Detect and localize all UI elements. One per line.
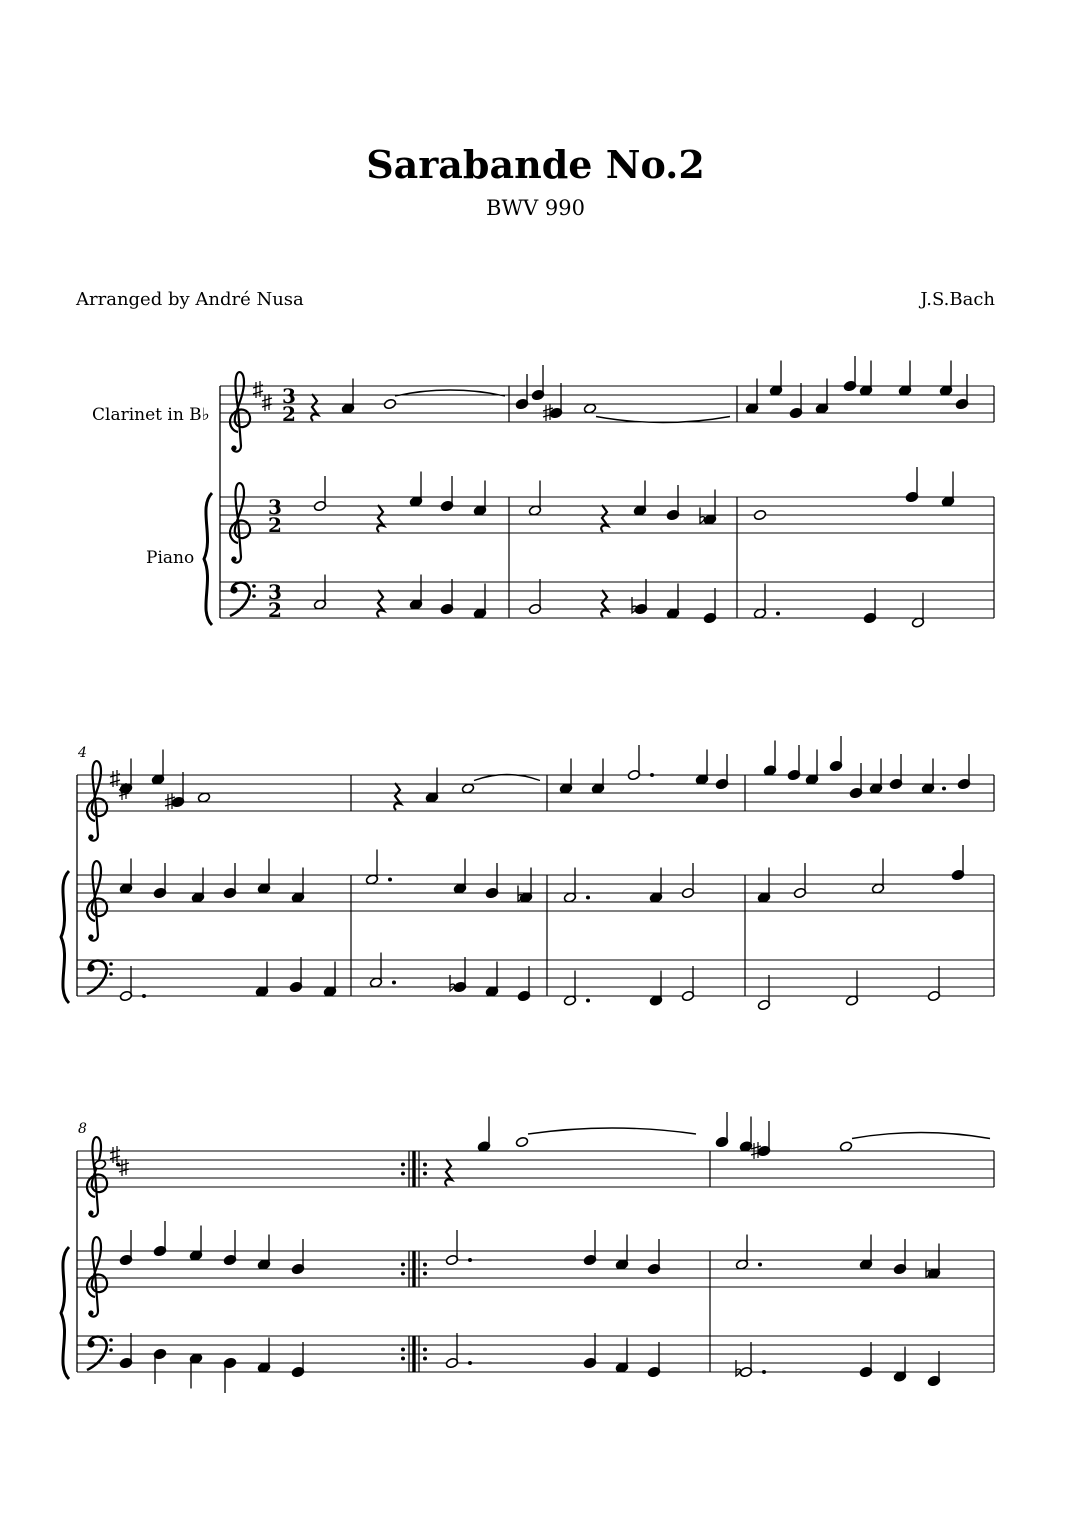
repeat-dot — [423, 1348, 427, 1352]
repeat-dot — [401, 1172, 405, 1176]
augmentation-dot — [392, 981, 396, 985]
quarter-rest — [445, 1159, 452, 1186]
note-head — [583, 403, 596, 414]
augmentation-dot — [942, 787, 946, 791]
treble-clef — [87, 761, 107, 841]
repeat-dot — [401, 1272, 405, 1276]
tie — [528, 1128, 696, 1134]
augmentation-dot — [468, 1258, 472, 1262]
piano-brace — [61, 871, 69, 1003]
treble-clef — [230, 483, 250, 563]
note-head — [515, 1136, 528, 1147]
note-head — [753, 509, 766, 520]
piano-brace — [61, 1247, 69, 1379]
time-signature-top: 3 — [268, 495, 282, 519]
repeat-dot — [423, 1272, 427, 1276]
time-signature-top: 3 — [268, 580, 282, 604]
quarter-rest — [394, 783, 401, 810]
repeat-dot — [401, 1348, 405, 1352]
repeat-dot — [423, 1172, 427, 1176]
treble-clef — [230, 372, 250, 452]
quarter-rest — [377, 505, 384, 532]
tie — [852, 1133, 990, 1139]
treble-clef — [87, 1137, 107, 1217]
measure-number: 8 — [78, 1121, 87, 1137]
augmentation-dot — [650, 773, 654, 777]
quarter-rest — [311, 394, 318, 421]
augmentation-dot — [762, 1370, 766, 1374]
bass-clef — [230, 583, 256, 616]
repeat-dot — [401, 1357, 405, 1361]
piece-title: Sarabande No.2 — [366, 142, 705, 187]
note-head — [839, 1141, 852, 1152]
augmentation-dot — [468, 1361, 472, 1365]
quarter-rest — [601, 505, 608, 532]
treble-clef — [87, 861, 107, 941]
time-signature-top: 3 — [282, 384, 296, 408]
piano-brace — [204, 493, 212, 625]
note-head — [197, 792, 210, 803]
augmentation-dot — [586, 896, 590, 900]
augmentation-dot — [586, 999, 590, 1003]
time-signature-bottom: 2 — [282, 402, 296, 426]
augmentation-dot — [758, 1263, 762, 1267]
measure-number: 4 — [78, 745, 87, 761]
repeat-dot — [423, 1357, 427, 1361]
quarter-rest — [601, 590, 608, 617]
repeat-dot — [401, 1263, 405, 1267]
instrument-name-piano: Piano — [146, 548, 195, 568]
augmentation-dot — [388, 878, 392, 882]
augmentation-dot — [776, 612, 780, 616]
note-head — [93, 1159, 106, 1170]
composer-credit: J.S.Bach — [920, 289, 995, 310]
piece-subtitle: BWV 990 — [486, 196, 585, 220]
note-head — [461, 783, 474, 794]
quarter-rest — [377, 590, 384, 617]
repeat-dot — [401, 1163, 405, 1167]
arranger-credit: Arranged by André Nusa — [76, 289, 304, 310]
repeat-dot — [423, 1263, 427, 1267]
note-head — [383, 398, 396, 409]
time-signature-bottom: 2 — [268, 513, 282, 537]
instrument-name-clarinet: Clarinet in B♭ — [92, 405, 210, 425]
repeat-dot — [423, 1163, 427, 1167]
sharp-accidental — [119, 1159, 129, 1176]
treble-clef — [87, 1237, 107, 1317]
augmentation-dot — [142, 994, 146, 998]
bass-clef — [87, 1337, 113, 1370]
augmentation-dot — [116, 1163, 120, 1167]
time-signature-bottom: 2 — [268, 598, 282, 622]
sharp-accidental — [262, 394, 272, 411]
bass-clef — [87, 961, 113, 994]
